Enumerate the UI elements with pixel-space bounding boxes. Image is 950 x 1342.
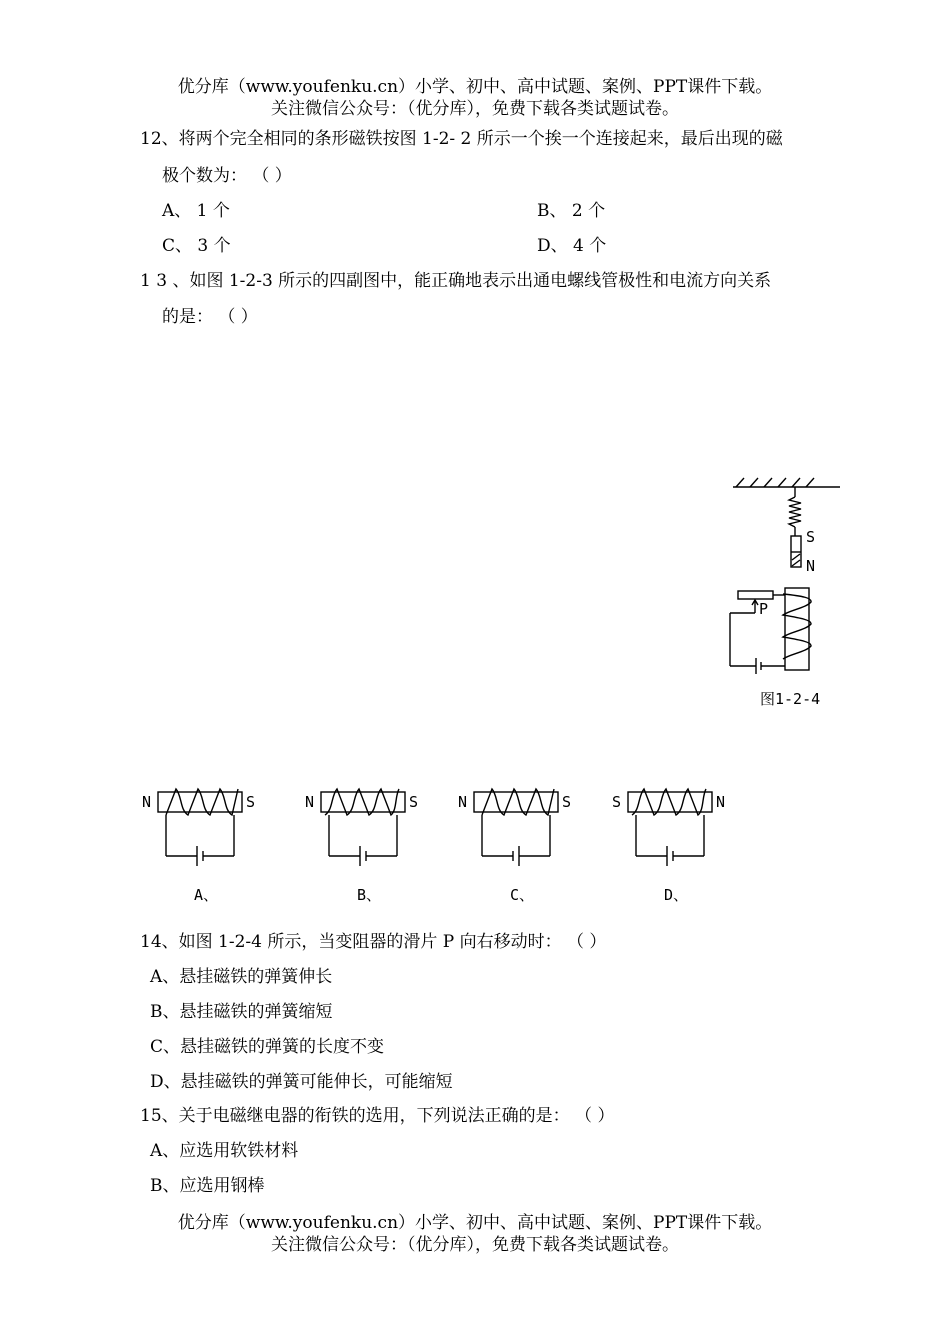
solenoid-b-right-pole: S xyxy=(409,793,419,811)
solenoid-diagram-b xyxy=(303,780,433,905)
q14-stem: 14、如图 1-2-4 所示，当变阻器的滑片 P 向右移动时： （ ） xyxy=(140,932,607,952)
figure-1-2-4-drawing xyxy=(728,470,853,715)
solenoid-d-right-pole: N xyxy=(716,793,726,811)
magnet-n-label: N xyxy=(806,557,816,575)
solenoid-diagram-c xyxy=(456,780,586,905)
header-line-1: 优分库（www.youfenku.cn）小学、初中、高中试题、案例、PPT课件下载。 xyxy=(177,77,773,97)
q14-option-c: C、悬挂磁铁的弹簧的长度不变 xyxy=(150,1037,385,1057)
q15-option-b: B、应选用钢棒 xyxy=(150,1176,265,1196)
q14-option-b: B、悬挂磁铁的弹簧缩短 xyxy=(150,1002,333,1022)
solenoid-d-left-pole: S xyxy=(612,793,622,811)
q12-option-b: B、 2 个 xyxy=(537,201,606,221)
solenoid-b-left-pole: N xyxy=(305,793,315,811)
solenoid-c-caption: C、 xyxy=(510,886,535,904)
header-line-2: 关注微信公众号：（优分库），免费下载各类试题试卷。 xyxy=(271,99,679,119)
q15-stem: 15、关于电磁继电器的衔铁的选用，下列说法正确的是： （ ） xyxy=(140,1106,615,1126)
solenoid-d-caption: D、 xyxy=(664,886,689,904)
q14-option-d: D、悬挂磁铁的弹簧可能伸长，可能缩短 xyxy=(150,1072,453,1092)
q12-stem-line-1: 12、将两个完全相同的条形磁铁按图 1-2- 2 所示一个挨一个连接起来，最后出现的磁 xyxy=(140,129,783,149)
footer-line-2: 关注微信公众号：（优分库），免费下载各类试题试卷。 xyxy=(271,1235,679,1255)
q13-stem-line-2: 的是： （ ） xyxy=(162,307,258,327)
q14-option-a: A、悬挂磁铁的弹簧伸长 xyxy=(150,967,333,987)
q12-option-c: C、 3 个 xyxy=(162,236,231,256)
q12-option-a: A、 1 个 xyxy=(162,201,230,221)
solenoid-diagram-a xyxy=(140,780,270,905)
q12-option-d: D、 4 个 xyxy=(537,236,607,256)
figure-1-2-4-caption: 图1-2-4 xyxy=(760,690,821,708)
q15-option-a: A、应选用软铁材料 xyxy=(150,1141,299,1161)
solenoid-diagram-d xyxy=(610,780,740,905)
solenoid-b-caption: B、 xyxy=(357,886,382,904)
magnet-s-label: S xyxy=(806,528,816,546)
q13-stem-line-1: 1 3 、如图 1-2-3 所示的四副图中，能正确地表示出通电螺线管极性和电流方向关系 xyxy=(140,271,772,291)
figure-1-2-4 xyxy=(728,470,853,715)
solenoid-a-left-pole: N xyxy=(142,793,152,811)
footer-line-1: 优分库（www.youfenku.cn）小学、初中、高中试题、案例、PPT课件下载。 xyxy=(177,1213,773,1233)
solenoid-a-right-pole: S xyxy=(246,793,256,811)
solenoid-c-right-pole: S xyxy=(562,793,572,811)
q12-stem-line-2: 极个数为： （ ） xyxy=(162,166,292,186)
slider-p-label: P xyxy=(759,600,769,618)
figure-1-2-3 xyxy=(140,780,740,905)
solenoid-a-caption: A、 xyxy=(194,886,219,904)
solenoid-c-left-pole: N xyxy=(458,793,468,811)
